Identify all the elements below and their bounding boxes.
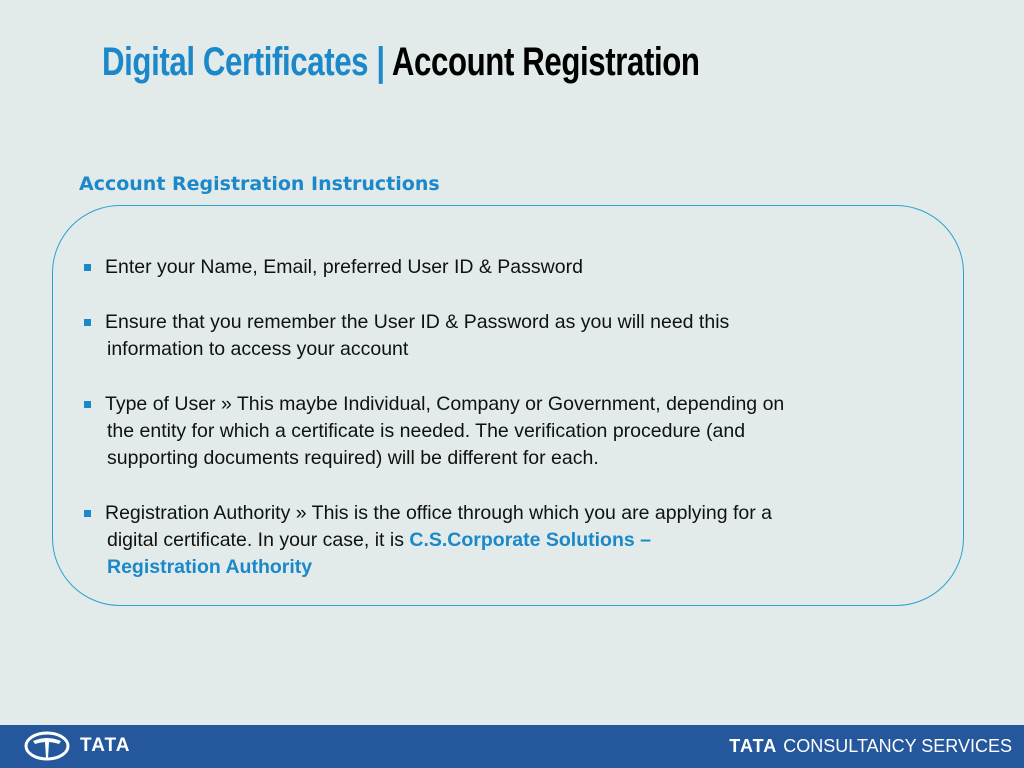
bullet-icon <box>84 264 91 271</box>
instruction-text: Enter your Name, Email, preferred User ID & Password <box>105 256 583 278</box>
instruction-list <box>82 254 912 609</box>
instruction-text-line <box>105 527 912 554</box>
registration-authority-label: Registration Authority <box>107 556 313 578</box>
tata-emblem-icon <box>24 731 70 761</box>
tata-wordmark: TATA <box>80 735 131 756</box>
tata-logo <box>24 731 130 761</box>
instruction-item <box>82 309 912 363</box>
tcs-logo <box>729 735 1012 757</box>
title-prefix: Digital Certificates | <box>102 40 392 84</box>
instruction-text: Ensure that you remember the User ID & Password as you will need this <box>105 311 730 333</box>
instruction-text: Type of User » This maybe Individual, Company or Government, depending on <box>105 393 785 415</box>
instruction-text: information to access your account <box>107 338 409 360</box>
title-main: Account Registration <box>391 40 700 84</box>
instruction-text: supporting documents required) will be different for each. <box>107 447 599 469</box>
instruction-item <box>82 391 912 472</box>
tcs-name: CONSULTANCY SERVICES <box>783 736 1012 756</box>
instruction-item <box>82 254 912 281</box>
footer-bar <box>0 725 1024 768</box>
slide-title <box>102 38 700 86</box>
section-heading: Account Registration Instructions <box>79 173 440 195</box>
registration-authority-name: C.S.Corporate Solutions – <box>409 529 651 551</box>
instruction-text: digital certificate. In your case, it is <box>107 529 410 551</box>
instruction-text: the entity for which a certificate is needed. The verification procedure (and <box>107 420 746 442</box>
bullet-icon <box>84 401 91 408</box>
instruction-text: Registration Authority » This is the office through which you are applying for a <box>105 502 772 524</box>
bullet-icon <box>84 319 91 326</box>
bullet-icon <box>84 510 91 517</box>
tcs-tata-word: TATA <box>729 736 778 756</box>
instruction-item <box>82 500 912 581</box>
